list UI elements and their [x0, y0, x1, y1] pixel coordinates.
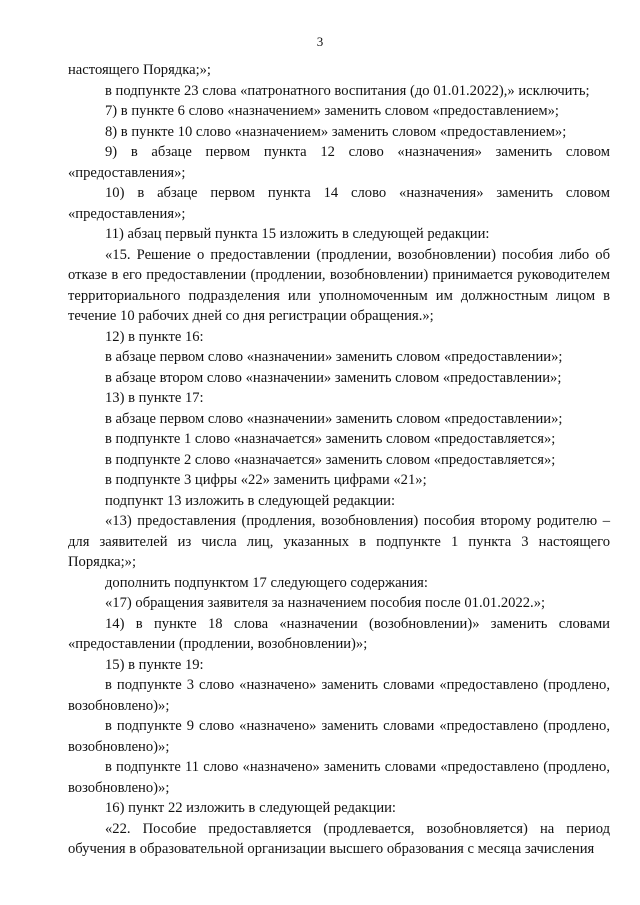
page-number: 3	[316, 34, 324, 49]
paragraph-item-11: 11) абзац первый пункта 15 изложить в следующей редакции:	[105, 226, 490, 242]
paragraph-item-16: 16) пункт 22 изложить в следующей редакции:	[105, 800, 396, 816]
paragraph-item-15-sub11: в подпункте 11 слово «назначено» заменить словами «предоставлено (продлено, возобновлено)»;	[68, 759, 610, 796]
document-body	[68, 60, 610, 860]
paragraph-item-12: 12) в пункте 16:	[105, 328, 204, 345]
paragraph-item-12-first: в абзаце первом слово «назначении» заменить словом «предоставлении»;	[105, 349, 563, 365]
paragraph-item-15: 15) в пункте 19:	[105, 656, 204, 673]
paragraph-item-13-sub1: в подпункте 1 слово «назначается» заменить словом «предоставляется»;	[105, 431, 556, 447]
paragraph-continuation: настоящего Порядка;»;	[68, 62, 211, 78]
paragraph-item-9: 9) в абзаце первом пункта 12 слово «назначения» заменить словом «предоставления»;	[68, 144, 610, 181]
paragraph-quote-22: «22. Пособие предоставляется (продлевается, возобновляется) на период обучения в образовательной организации высшего образования с месяца зачисления	[68, 820, 610, 857]
paragraph-item-13-sub3: в подпункте 3 цифры «22» заменить цифрами «21»;	[105, 472, 427, 488]
paragraph-add-17: дополнить подпунктом 17 следующего содержания:	[105, 574, 428, 591]
paragraph-item-15-sub3: в подпункте 3 слово «назначено» заменить словами «предоставлено (продлено, возобновлено)»;	[68, 677, 610, 714]
paragraph-item-13-sub2: в подпункте 2 слово «назначается» заменить словом «предоставляется»;	[105, 451, 556, 468]
paragraph-subitem-23: в подпункте 23 слова «патронатного воспитания (до 01.01.2022),» исключить;	[105, 82, 590, 99]
paragraph-item-12-second: в абзаце втором слово «назначении» заменить словом «предоставлении»;	[105, 369, 562, 386]
paragraph-item-8: 8) в пункте 10 слово «назначением» заменить словом «предоставлением»;	[105, 123, 567, 140]
paragraph-quote-17: «17) обращения заявителя за назначением пособия после 01.01.2022.»;	[105, 595, 546, 611]
paragraph-quote-13: «13) предоставления (продления, возобновления) пособия второму родителю – для заявителей из числа лиц, указанных в подпункте 1 пункта 3 настоящего Порядка;»;	[68, 513, 610, 570]
paragraph-item-13: 13) в пункте 17:	[105, 390, 204, 406]
paragraph-item-7: 7) в пункте 6 слово «назначением» заменить словом «предоставлением»;	[105, 103, 559, 119]
paragraph-item-14: 14) в пункте 18 слова «назначении (возобновлении)» заменить словами «предоставлении (продлении, возобновлении)»;	[68, 615, 610, 652]
paragraph-item-13-first: в абзаце первом слово «назначении» заменить словом «предоставлении»;	[105, 410, 563, 427]
paragraph-item-10: 10) в абзаце первом пункта 14 слово «назначения» заменить словом «предоставления»;	[68, 185, 610, 222]
paragraph-item-15-sub9: в подпункте 9 слово «назначено» заменить словами «предоставлено (продлено, возобновлено)»;	[68, 718, 610, 755]
paragraph-quote-15: «15. Решение о предоставлении (продлении, возобновлении) пособия либо об отказе в его предоставлении (продлении, возобновлении) принимается руководителем территориального подразделения или уполномоченным им должностным лицом в течение 10 рабочих дней со дня регистрации обращения.»;	[68, 246, 610, 324]
paragraph-item-13-sub13: подпункт 13 изложить в следующей редакции:	[105, 492, 396, 509]
